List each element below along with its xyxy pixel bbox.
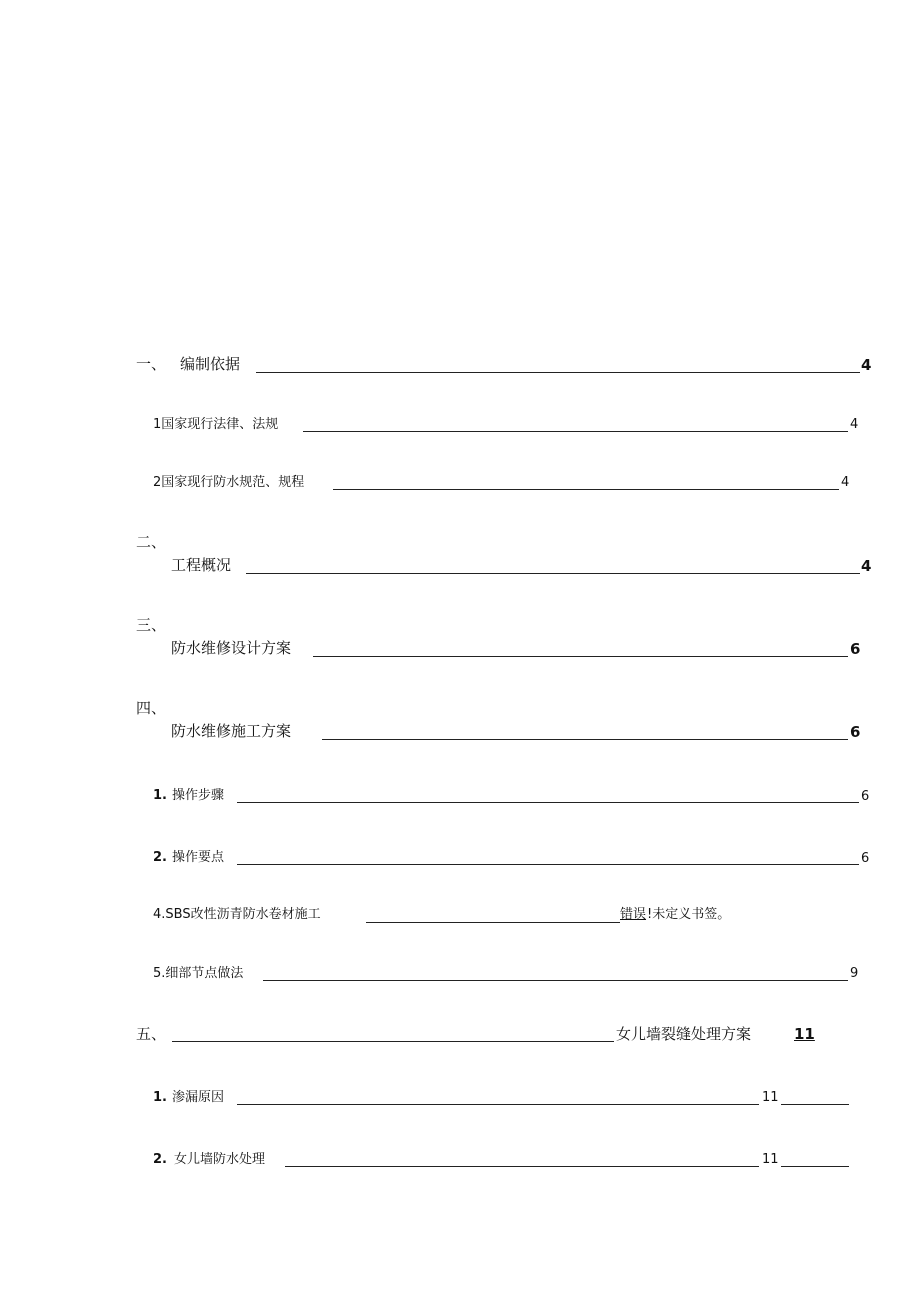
toc-leader-line bbox=[237, 802, 859, 803]
toc-item-5-1-page: 11 bbox=[762, 1090, 779, 1105]
toc-item-1-1-title[interactable]: 1国家现行法律、法规 bbox=[153, 417, 279, 432]
toc-leader-line bbox=[313, 656, 848, 657]
toc-leader-line bbox=[237, 1104, 759, 1105]
toc-section-3-page: 6 bbox=[850, 640, 861, 658]
toc-item-4-1-number: 1. bbox=[153, 788, 167, 803]
toc-section-3-number: 三、 bbox=[136, 616, 167, 634]
toc-leader-line bbox=[322, 739, 848, 740]
toc-item-5-2-number: 2. bbox=[153, 1152, 167, 1167]
toc-item-4-4-error-link[interactable]: 错误 bbox=[620, 907, 647, 922]
toc-item-5-2-page: 11 bbox=[762, 1152, 779, 1167]
toc-leader-line bbox=[285, 1166, 759, 1167]
toc-leader-line bbox=[246, 573, 860, 574]
toc-section-1-page: 4 bbox=[861, 356, 872, 374]
toc-trailing-line bbox=[781, 1166, 849, 1167]
toc-item-4-1-title[interactable]: 操作步骤 bbox=[172, 788, 225, 803]
toc-item-5-1-title[interactable]: 渗漏原因 bbox=[172, 1090, 225, 1105]
toc-item-5-2-title[interactable]: 女儿墙防水处理 bbox=[174, 1152, 266, 1167]
toc-item-4-2-title[interactable]: 操作要点 bbox=[172, 850, 225, 865]
toc-item-4-4-error-text: !未定义书签。 bbox=[647, 907, 731, 922]
toc-item-1-2-page: 4 bbox=[841, 475, 850, 490]
toc-item-4-2-page: 6 bbox=[861, 851, 870, 866]
toc-item-4-5-title[interactable]: 5.细部节点做法 bbox=[153, 966, 244, 981]
toc-section-3-title[interactable]: 防水维修设计方案 bbox=[171, 639, 292, 657]
toc-item-4-2-number: 2. bbox=[153, 850, 167, 865]
toc-leader-line bbox=[303, 431, 848, 432]
toc-item-4-4-title[interactable]: 4.SBS改性沥青防水卷材施工 bbox=[153, 907, 321, 922]
toc-leader-line bbox=[366, 922, 620, 923]
toc-section-5-title[interactable]: 女儿墙裂缝处理方案 bbox=[616, 1025, 752, 1043]
toc-item-4-1-page: 6 bbox=[861, 789, 870, 804]
toc-section-4-number: 四、 bbox=[136, 699, 167, 717]
toc-section-1-number: 一、 bbox=[136, 355, 167, 373]
toc-section-1-title[interactable]: 编制依据 bbox=[180, 355, 241, 373]
toc-section-5-number: 五、 bbox=[136, 1025, 167, 1043]
toc-item-1-2-title[interactable]: 2国家现行防水规范、规程 bbox=[153, 475, 305, 490]
toc-section-5-page: 11 bbox=[794, 1025, 815, 1043]
toc-leader-line bbox=[172, 1041, 614, 1042]
toc-leader-line bbox=[333, 489, 839, 490]
toc-section-2-title[interactable]: 工程概况 bbox=[171, 556, 232, 574]
toc-leader-line bbox=[263, 980, 848, 981]
toc-trailing-line bbox=[781, 1104, 849, 1105]
toc-section-4-page: 6 bbox=[850, 723, 861, 741]
toc-leader-line bbox=[256, 372, 860, 373]
toc-item-5-1-number: 1. bbox=[153, 1090, 167, 1105]
toc-item-4-5-page: 9 bbox=[850, 966, 859, 981]
toc-section-4-title[interactable]: 防水维修施工方案 bbox=[171, 722, 292, 740]
toc-section-2-page: 4 bbox=[861, 557, 872, 575]
toc-item-1-1-page: 4 bbox=[850, 417, 859, 432]
toc-section-2-number: 二、 bbox=[136, 533, 167, 551]
toc-leader-line bbox=[237, 864, 859, 865]
